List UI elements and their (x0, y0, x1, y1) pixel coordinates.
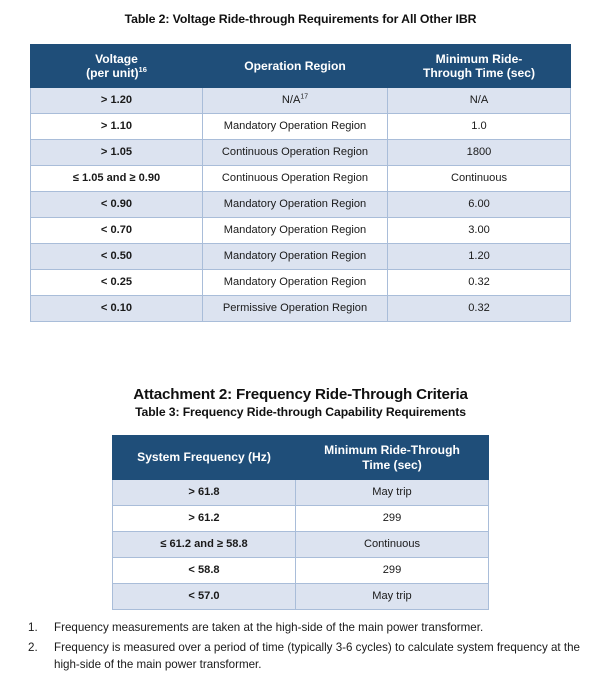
note-number: 2. (28, 641, 38, 655)
table2-cell-time: 0.32 (388, 296, 571, 322)
table2-cell-voltage: < 0.90 (31, 192, 203, 218)
table2-header-voltage-superscript: 16 (138, 64, 147, 74)
table2-cell-voltage: > 1.20 (31, 88, 203, 114)
table2-cell-voltage: < 0.50 (31, 244, 203, 270)
table-row (113, 558, 489, 584)
table2-cell-voltage: < 0.25 (31, 270, 203, 296)
table2-cell-region (203, 88, 388, 114)
table2-header-min-ride-through (388, 45, 571, 88)
table2-cell-time: 1.0 (388, 114, 571, 140)
table-row (31, 270, 571, 296)
table2-title: Table 2: Voltage Ride-through Requirements for All Other IBR (124, 12, 477, 26)
table2-header-min-ride-through-line1: Minimum Ride- (435, 51, 523, 66)
table3-cell-time: Continuous (296, 532, 489, 558)
table-row (31, 140, 571, 166)
table2-cell-time: 0.32 (388, 270, 571, 296)
table3-cell-time: 299 (296, 506, 489, 532)
table-row (31, 244, 571, 270)
table2-cell-region: Continuous Operation Region (203, 140, 388, 166)
table-row (113, 584, 489, 610)
notes-list (28, 620, 580, 677)
table3-cell-frequency: < 58.8 (113, 558, 296, 584)
table2-cell-voltage: > 1.05 (31, 140, 203, 166)
table2-cell-time: 6.00 (388, 192, 571, 218)
note-text: Frequency measurements are taken at the high-side of the main power transformer. (54, 621, 484, 634)
table3-cell-time: 299 (296, 558, 489, 584)
table2-cell-region: Mandatory Operation Region (203, 192, 388, 218)
table-row (31, 114, 571, 140)
table2-header-voltage (31, 45, 203, 88)
table2-header-min-ride-through-line2: Through Time (sec) (423, 66, 535, 80)
table3-header-min-ride-through (296, 436, 489, 480)
table2-header-row (31, 45, 571, 88)
table2-cell-time: 3.00 (388, 218, 571, 244)
note-number: 1. (28, 621, 38, 634)
table-row (31, 88, 571, 114)
table-row (31, 218, 571, 244)
table2-cell-region: Continuous Operation Region (203, 166, 388, 192)
table2-cell-voltage: ≤ 1.05 and ≥ 0.90 (31, 166, 203, 192)
table3-header-system-frequency-line1: System Frequency (Hz) (137, 450, 271, 465)
table2-cell-region-superscript: 17 (300, 93, 309, 101)
table2-cell-region: Mandatory Operation Region (203, 218, 388, 244)
frequency-ride-through-table (112, 435, 489, 610)
table2-cell-region: Mandatory Operation Region (203, 270, 388, 296)
note-text: Frequency is measured over a period of time (typically 3-6 cycles) to calculate system frequency at the high-side of the main power transformer. (54, 641, 580, 671)
table-row (113, 506, 489, 532)
table2-cell-region: Mandatory Operation Region (203, 114, 388, 140)
table3-header-min-ride-through-line2: Time (sec) (362, 457, 422, 472)
table3-cell-frequency: < 57.0 (113, 584, 296, 610)
table3-cell-time: May trip (296, 584, 489, 610)
table2-cell-voltage: < 0.10 (31, 296, 203, 322)
table-row (113, 480, 489, 506)
list-item (28, 620, 580, 636)
table2-cell-voltage: < 0.70 (31, 218, 203, 244)
table3-cell-frequency: ≤ 61.2 and ≥ 58.8 (113, 532, 296, 558)
table3-header-min-ride-through-line1: Minimum Ride-Through (324, 443, 460, 458)
table3-header-row (113, 436, 489, 480)
table3-title: Table 3: Frequency Ride-through Capability Requirements (135, 405, 466, 419)
table-row (31, 296, 571, 322)
table-row (31, 166, 571, 192)
table-row (31, 192, 571, 218)
table2-cell-time: Continuous (388, 166, 571, 192)
table2-cell-time: 1.20 (388, 244, 571, 270)
table2-cell-region: Mandatory Operation Region (203, 244, 388, 270)
table2-header-operation-region (203, 45, 388, 88)
voltage-ride-through-table (30, 44, 571, 322)
table-row (113, 532, 489, 558)
table2-cell-region: Permissive Operation Region (203, 296, 388, 322)
table3-cell-frequency: > 61.2 (113, 506, 296, 532)
table3-cell-frequency: > 61.8 (113, 480, 296, 506)
attachment-2-heading: Attachment 2: Frequency Ride-Through Criteria (133, 386, 468, 403)
table3-header-system-frequency (113, 436, 296, 480)
table2-cell-time: N/A (388, 88, 571, 114)
list-item (28, 640, 580, 673)
table2-header-operation-region-line1: Operation Region (244, 58, 346, 73)
table2-cell-region-text: N/A (281, 94, 301, 107)
table3-cell-time: May trip (296, 480, 489, 506)
table2-cell-voltage: > 1.10 (31, 114, 203, 140)
table2-header-voltage-line1: Voltage (95, 51, 138, 66)
table2-cell-time: 1800 (388, 140, 571, 166)
table2-header-voltage-line2: (per unit) (86, 66, 139, 80)
